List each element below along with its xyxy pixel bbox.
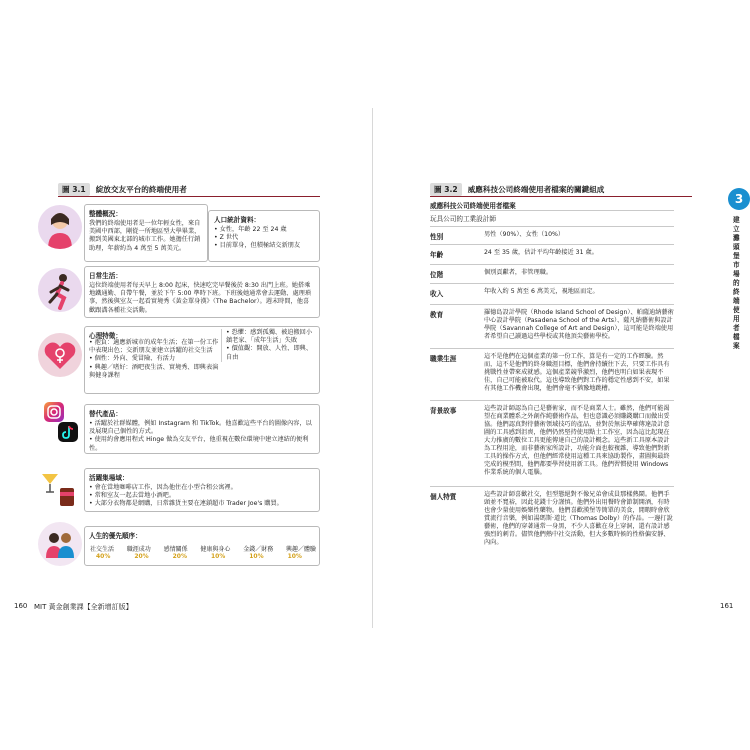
- venues-heading: 活躍集場域：: [89, 474, 129, 482]
- row-label: 職業生涯: [430, 355, 457, 363]
- row-value: 個別貢獻者，非管理職。: [484, 269, 553, 276]
- chapter-tab: [728, 188, 750, 348]
- row-value: 年收入約 5 萬至 6 萬美元，視地區而定。: [484, 288, 599, 295]
- profile-table: [372, 0, 732, 750]
- daily-life-text: 這位終端使用者每天早上 8:00 起床，快速吃完早餐後於 8:30 出門上班。她搭乘地鐵通勤、自帶午餐，並於下午 5:00 準時下班。下班後她通常會去運動、處理瑣事，然後與室友一起看實境秀《黃金單身漢》（The Bachelor）。週末時間，他喜歡跟溝各種社交活動。: [89, 282, 312, 314]
- priority-values: [96, 553, 302, 560]
- row-value: 男性（90%）、女性（10%）: [484, 231, 565, 238]
- overview-heading: 整體概況：: [89, 210, 122, 218]
- row-value: 羅德島設計學院（Rhode Island School of Design）、帕薩迪納藝術中心設計學院（Pasadena School of the Arts）、薩凡納藝術與設計學院（Savannah College of Art and Design），這可能是終端使用者希望自己讀過這些學校或其他頂尖藝術學校。: [484, 309, 674, 340]
- priority-value: 10%: [249, 553, 264, 560]
- priority-label: 興趣／體驗: [285, 546, 316, 553]
- priority-label: 社交生活: [90, 546, 115, 553]
- table-row: [430, 304, 674, 348]
- priorities-heading: 人生的優先順序：: [89, 532, 142, 540]
- row-label: 背景故事: [430, 407, 457, 415]
- demographics-item: • 女性，年齡 22 至 24 歲: [214, 226, 287, 233]
- venues-item: • 常和室友一起去當地小酒吧。: [89, 492, 176, 500]
- demographics-item: • Z 世代: [214, 234, 239, 242]
- instagram-icon: [44, 402, 64, 422]
- products-item: • 使用約會應用程式 Hinge 做為交友平台，他重視在數位環境中建立連結的便利性。: [89, 436, 309, 452]
- venues-box: [84, 468, 320, 512]
- psychology-item: • 興趣／嗜好：酒吧夜生活、實境秀、即興表演與健身課程: [89, 363, 219, 379]
- priority-label: 職涯成功: [126, 546, 151, 553]
- priority-value: 40%: [96, 553, 111, 560]
- row-label: 性別: [430, 233, 444, 241]
- people-icon: [38, 522, 82, 566]
- table-row: [430, 226, 674, 244]
- row-value: 這些設計師喜歡社交，但型態絕對不像兄弟會成員那樣熱鬧。他們手頭並不寬裕，因此花錢十分謹慎。他們外出用餐時會節制開酒，有時也會少量使用娛樂性藥物。他們喜歡漢堡等簡單的美食，閒暇時會欣賞流行音樂，例如湯瑪斯·道比（Thomas Dolby）的作品。一邊打說藝術，他們的穿著通常一身黑，不少人喜歡在身上穿洞，還有設計感強烈的刺青。儘管他們熱中社交活動，但大多數時候的性格偏安靜、內向。: [484, 491, 673, 546]
- runner-icon: [38, 268, 82, 312]
- priority-label: 健康與身心: [200, 546, 231, 553]
- left-page-number: 160: [14, 602, 28, 610]
- demographics-heading: 人口統計資料：: [214, 216, 261, 224]
- table-row: [430, 264, 674, 283]
- psychology-item: • 價值觀：開放、人性、即興、自由: [226, 345, 313, 361]
- figure-title-text: 綻放交友平台的終端使用者: [95, 185, 187, 194]
- tiktok-icon: [58, 422, 78, 442]
- psychology-heading: 心理特徵：: [89, 332, 122, 340]
- demographics-box: [208, 210, 320, 262]
- row-value: 24 至 35 歲，估計平均年齡接近 31 歲。: [484, 249, 598, 256]
- chapter-number: 3: [728, 188, 750, 210]
- venues-item: • 大部分衣物都是網購，日常雜貨主要在連鎖超市 Trader Joe's 購買。: [89, 500, 283, 508]
- table-row: [430, 486, 674, 552]
- demographics-item: • 目前單身，但積極結交新朋友: [214, 242, 301, 250]
- drinks-icon: [38, 466, 82, 510]
- products-box: [84, 404, 320, 454]
- products-heading: 替代產品：: [89, 410, 122, 418]
- table-row: [430, 400, 674, 486]
- row-value: 這些設計師認為自己是藝術家，而不是商業人士。雖然，他們可能渴望在商業體系之外創作純藝術作品，但也意識必須賺錢購口而做出妥協。他們認真對待藝術領域技巧的產品，並對於無法準確傳達設計意圖的工具感到沮喪，他們仍然堅持使用點土工作室，因為這比起現在大力推廣的數位工具更能傳達自己的設計概念。這些新工具原本設計為工程用途，而非藝術家所設計，功能介面也較複雜，導致他們對新工具的操作方式，但他們經常使用這種工具來協助製作，畫圖與最終完成的模型間，他們都要學習使用新工具。他們習慣使用 Windows 作業系統的個人電腦。: [484, 405, 670, 476]
- table-row: [430, 244, 674, 264]
- priority-label: 金錢／財務: [243, 546, 274, 553]
- psychology-item: • 抱負：適應新城市的成年生活；在第一份工作中表現出色；交新朋友並建立活躍的社交生活: [89, 339, 219, 355]
- figure-rule: [58, 196, 320, 197]
- daily-life-heading: 日常生活：: [89, 272, 122, 280]
- overview-text: 我們的終端使用者是一位年輕女性，來自美國中西部，剛從一所地區型大學畢業，搬到美國東北部的城市工作。她擔任行銷助理，年薪約為 4 萬至 5 萬美元。: [89, 220, 201, 252]
- row-value: 這不是他們在這個產業的第一份工作，算是有一定的工作經驗。然而，這不是他們的終身職涯目標，他們會持續往下去，只要工作具有挑戰性並帶來成就感。這個產業競爭激烈，他們也明白如果表現不佳，自己可能被取代。這也導致他們對工作的穩定性感到不安，如果有其他工作機會出現，他們會毫不猶豫地跳槽。: [484, 353, 670, 392]
- priority-value: 10%: [210, 553, 226, 560]
- left-figure-title: [58, 183, 187, 196]
- row-label: 收入: [430, 290, 444, 298]
- priority-value: 10%: [287, 553, 302, 560]
- priority-labels: [90, 544, 316, 553]
- heart-female-icon: [38, 333, 82, 377]
- psychology-item: • 個性：外向、愛冒險、有活力: [89, 355, 176, 363]
- figure-label: 圖 3.1: [58, 183, 90, 196]
- row-label: 位階: [430, 271, 444, 279]
- overview-box: [84, 204, 208, 262]
- priority-label: 感情關係: [163, 546, 188, 553]
- chapter-title: 建立灘頭堡市場的終端使用者檔案: [733, 216, 740, 350]
- row-label: 年齡: [430, 251, 444, 259]
- table-row: [430, 348, 674, 400]
- table-row: [430, 283, 674, 304]
- venues-item: • 會在當地咖啡店工作，因為他住在小型合租公寓裡。: [89, 484, 237, 491]
- row-label: 個人特質: [430, 493, 457, 501]
- daily-life-box: [84, 266, 320, 318]
- right-page-number: 161: [720, 602, 734, 610]
- psychology-box: [84, 326, 320, 394]
- table-subheader: 玩具公司的工業設計師: [430, 210, 674, 224]
- table-header: 威應科技公司終端使用者檔案: [430, 202, 516, 210]
- products-item: • 活躍於社群媒體，例如 Instagram 和 TikTok。他喜歡這些平台的圖像內容，以及展現自己個性的方式。: [89, 420, 312, 436]
- priority-value: 20%: [134, 553, 149, 560]
- figure-label: 圖 3.2: [430, 183, 462, 196]
- row-label: 教育: [430, 311, 444, 319]
- woman-avatar-icon: [38, 205, 82, 249]
- figure-title-text: 威應科技公司終端使用者檔案的關鍵組成: [467, 185, 605, 194]
- book-title-footer: MIT 黃金創業課【全新增訂版】: [34, 603, 133, 611]
- psychology-item: • 恐懼：感到孤獨、被迫搬回小鎮老家、「成年生活」失敗: [226, 329, 313, 345]
- priority-value: 20%: [172, 553, 187, 560]
